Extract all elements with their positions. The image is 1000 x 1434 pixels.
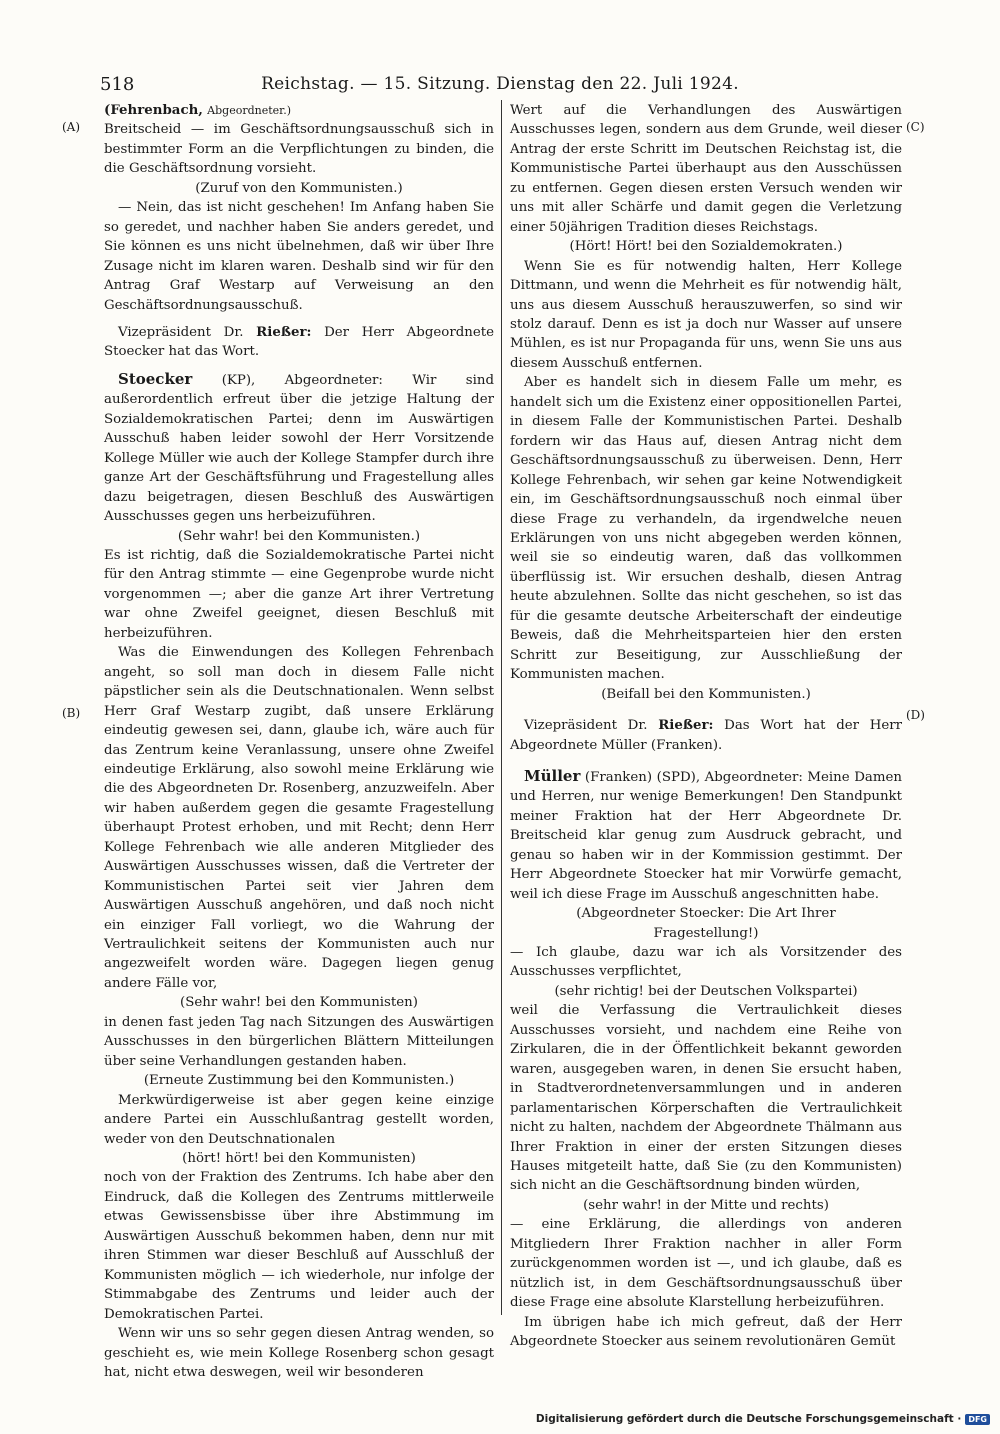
speech-start: Müller (Franken) (SPD), Abgeordneter: Meine Damen und Herren, nur wenige Bemerkungen! Den Standpunkt meiner Fraktion hat der Herr Abgeordnete Dr. Breitscheid klar genug zum Ausdruck gebracht, und genau so haben wir in der Kommission gestimmt. Der Herr Abgeordnete Stoecker hat mir Vorwürfe gemacht, weil ich diese Frage im Ausschuß angeschnitten habe. <box>510 766 902 902</box>
right-column <box>510 101 902 1352</box>
paragraph: Wert auf die Verhandlungen des Auswärtigen Ausschusses legen, sondern aus dem Grunde, weil dieser Antrag der erste Schritt im Deutschen Reichstag ist, die Kommunistische Partei überhaupt aus den Ausschüssen zu entfernen. Gegen diesen ersten Versuch wenden wir uns mit aller Schärfe und damit gegen die Verletzung einer 50jährigen Tradition dieses Reichstags. <box>510 103 902 235</box>
interjection: (Sehr wahr! bei den Kommunisten) <box>180 995 418 1011</box>
paragraph: Es ist richtig, daß die Sozialdemokratische Partei nicht für den Antrag stimmte — eine Gegenprobe wurde nicht vorgenommen —; aber die ganze Art ihrer Vertretung war ohne Zweifel geeignet, diesen Beschluß mit herbeizuführen. <box>104 547 494 641</box>
interjection: (Erneute Zustimmung bei den Kommunisten.) <box>143 1073 455 1089</box>
margin-mark-b: (B) <box>62 706 81 720</box>
interjection: (Beifall bei den Kommunisten.) <box>601 686 811 702</box>
interjection: (Zuruf von den Kommunisten.) <box>195 180 403 196</box>
paragraph: — Nein, das ist nicht geschehen! Im Anfang haben Sie so geredet, und nachher haben Sie anders geredet, und Sie können es uns nicht übelnehmen, daß wir über Ihre Zusage nicht im klaren waren. Deshalb sind wir für den Antrag Graf Westarp auf Verweisung an den Geschäftsordnungsausschuß. <box>104 200 494 313</box>
paragraph: Was die Einwendungen des Kollegen Fehrenbach angeht, so soll man doch in diesem Falle nicht päpstlicher sein als die Deutschnationalen. Wenn selbst Herr Graf Westarp zugibt, daß unsere Erklärung eindeutig gewesen sei, dann, glaube ich, wäre auch für das Zentrum keine Veranlassung, unsere ohne Zweifel eindeutige Erklärung, also sowohl meine Erklärung wie die des Abgeordneten Dr. Rosenberg, anzuzweifeln. Aber wir haben außerdem gegen die gesamte Fragestellung überhaupt Protest erhoben, und mit Recht; denn Herr Kollege Fehrenbach wie alle anderen Mitglieder des Auswärtigen Ausschusses wissen, daß die Vertreter der Kommunistischen Partei seit vier Jahren dem Auswärtigen Ausschuß angehören, und daß noch nicht ein einziger Fall vorliegt, wo die Wahrung der Vertraulichkeit seitens der Kommunisten auch nur angezweifelt worden wäre. Dagegen liegen genug andere Fälle vor, <box>104 645 494 991</box>
margin-mark-c: (C) <box>906 120 925 134</box>
paragraph: noch von der Fraktion des Zentrums. Ich habe aber den Eindruck, daß die Kollegen des Zentrums mittlerweile etwas Gewissensbisse über ihre Abstimmung im Auswärtigen Ausschuß bekommen haben, denn nur mit ihren Stimmen war dieser Beschluß auf Ausschluß der Kommunisten möglich — ich wiederhole, nur infolge der Stimmabgabe des Zentrums und leider auch der Demokratischen Partei. <box>104 1170 494 1322</box>
dfg-logo-icon: DFG <box>965 1414 990 1425</box>
paragraph: Breitscheid — im Geschäftsordnungsausschuß sich in bestimmter Form an die Verpflichtungen zu binden, die die Geschäftsordnung vorsieht. <box>104 122 494 177</box>
interjection: (Sehr wahr! bei den Kommunisten.) <box>177 528 421 544</box>
left-column <box>104 101 494 1382</box>
paragraph: Wenn wir uns so sehr gegen diesen Antrag wenden, so geschieht es, wie mein Kollege Rosenberg schon gesagt hat, nicht etwa deswegen, weil wir besonderen <box>104 1326 494 1380</box>
page-header <box>100 74 900 98</box>
margin-mark-a: (A) <box>62 120 81 134</box>
credit-text: Digitalisierung gefördert durch die Deutsche Forschungsgemeinschaft · <box>535 1413 962 1425</box>
chair-statement: Vizepräsident Dr. Rießer: Der Herr Abgeordnete Stoecker hat das Wort. <box>104 323 494 360</box>
interjection: (sehr richtig! bei der Deutschen Volkspartei) <box>554 983 858 999</box>
paragraph: weil die Verfassung die Vertraulichkeit dieses Ausschusses vorsieht, und nachdem eine Reihe von Zirkularen, die in der Öffentlichkeit bekannt geworden waren, ausgegeben waren, in denen Sie ersucht haben, in Stadtverordnetenversammlungen und in anderen parlamentarischen Körperschaften die Vertraulichkeit nicht zu halten, nachdem der Abgeordnete Thälmann aus Ihrer Fraktion in einer der ersten Sitzungen dieses Hauses mitgeteilt hatte, daß Sie (zu den Kommunisten) sich nicht an die Geschäftsordnung binden würden, <box>510 1003 902 1194</box>
margin-mark-d: (D) <box>906 708 925 722</box>
interjection: (sehr wahr! in der Mitte und rechts) <box>583 1197 829 1213</box>
paragraph: in denen fast jeden Tag nach Sitzungen des Auswärtigen Ausschusses in den bürgerlichen Blättern Mitteilungen über seine Verhandlungen gestanden haben. <box>104 1014 494 1069</box>
paragraph: — Ich glaube, dazu war ich als Vorsitzender des Ausschusses verpflichtet, <box>510 945 902 980</box>
interjection: (hört! hört! bei den Kommunisten) <box>182 1151 416 1167</box>
page-number: 518 <box>100 74 135 95</box>
running-title: Reichstag. — 15. Sitzung. Dienstag den 22. Juli 1924. <box>261 74 739 94</box>
chair-statement: Vizepräsident Dr. Rießer: Das Wort hat der Herr Abgeordnete Müller (Franken). <box>510 717 902 753</box>
paragraph: Aber es handelt sich in diesem Falle um mehr, es handelt sich um die Existenz einer oppositionellen Partei, in diesem Falle der Kommunistischen Partei. Deshalb fordern wir das Haus auf, diesen Antrag nicht dem Geschäftsordnungsausschuß zu überweisen. Denn, Herr Kollege Fehrenbach, wir sehen gar keine Notwendigkeit ein, im Geschäftsordnungsausschuß noch einmal über diese Frage zu verhandeln, da irgendwelche neuen Erklärungen von uns nicht abgegeben werden können, weil sie so eindeutig waren, daß das vollkommen überflüssig ist. Wir ersuchen deshalb, diesen Antrag heute abzulehnen. Sollte das nicht geschehen, so ist das für die gesamte deutsche Arbeiterschaft der eindeutige Beweis, daß die Mehrheitsparteien hier den ersten Schritt zur Beseitigung, zur Ausschließung der Kommunisten machen. <box>510 375 902 683</box>
paragraph: Merkwürdigerweise ist aber gegen keine einzige andere Partei ein Ausschlußantrag gestellt worden, weder von den Deutschnationalen <box>104 1092 494 1147</box>
paragraph: Wenn Sie es für notwendig halten, Herr Kollege Dittmann, und wenn die Mehrheit es für notwendig hält, uns aus diesem Ausschuß herauszuwerfen, so sind wir stolz darauf. Denn es ist ja doch nur Wasser auf unsere Mühlen, es ist nur Propaganda für uns, wenn Sie uns aus diesem Ausschuß entfernen. <box>510 258 902 371</box>
interjection: (Abgeordneter Stoecker: Die Art Ihrer Fragestellung!) <box>576 906 836 941</box>
speech-start: Stoecker (KP), Abgeordneter: Wir sind außerordentlich erfreut über die jetzige Haltung der Sozialdemokratischen Partei; denn im Auswärtigen Ausschuß haben leider sowohl der Herr Vorsitzende Kollege Müller wie auch der Kollege Stampfer durch ihre ganze Art der Geschäftsführung und Fragestellung alles dazu beigetragen, diesen Beschluß des Auswärtigen Ausschusses gegen uns herbeizuführen. <box>104 369 494 525</box>
paragraph: Im übrigen habe ich mich gefreut, daß der Herr Abgeordnete Stoecker aus seinem revolutionären Gemüt <box>510 1314 902 1350</box>
interjection: (Hört! Hört! bei den Sozialdemokraten.) <box>569 239 843 255</box>
column-divider <box>501 100 502 1315</box>
paragraph: — eine Erklärung, die allerdings von anderen Mitgliedern Ihrer Fraktion nachher in aller Form zurückgenommen worden ist —, und ich glaube, daß es nützlich ist, in dem Geschäftsordnungsausschuß über diese Frage eine absolute Klarstellung herbeizuführen. <box>510 1217 902 1311</box>
digitization-credit <box>536 1413 990 1425</box>
speaker-continuation: (Fehrenbach, Abgeordneter.) <box>104 102 291 118</box>
